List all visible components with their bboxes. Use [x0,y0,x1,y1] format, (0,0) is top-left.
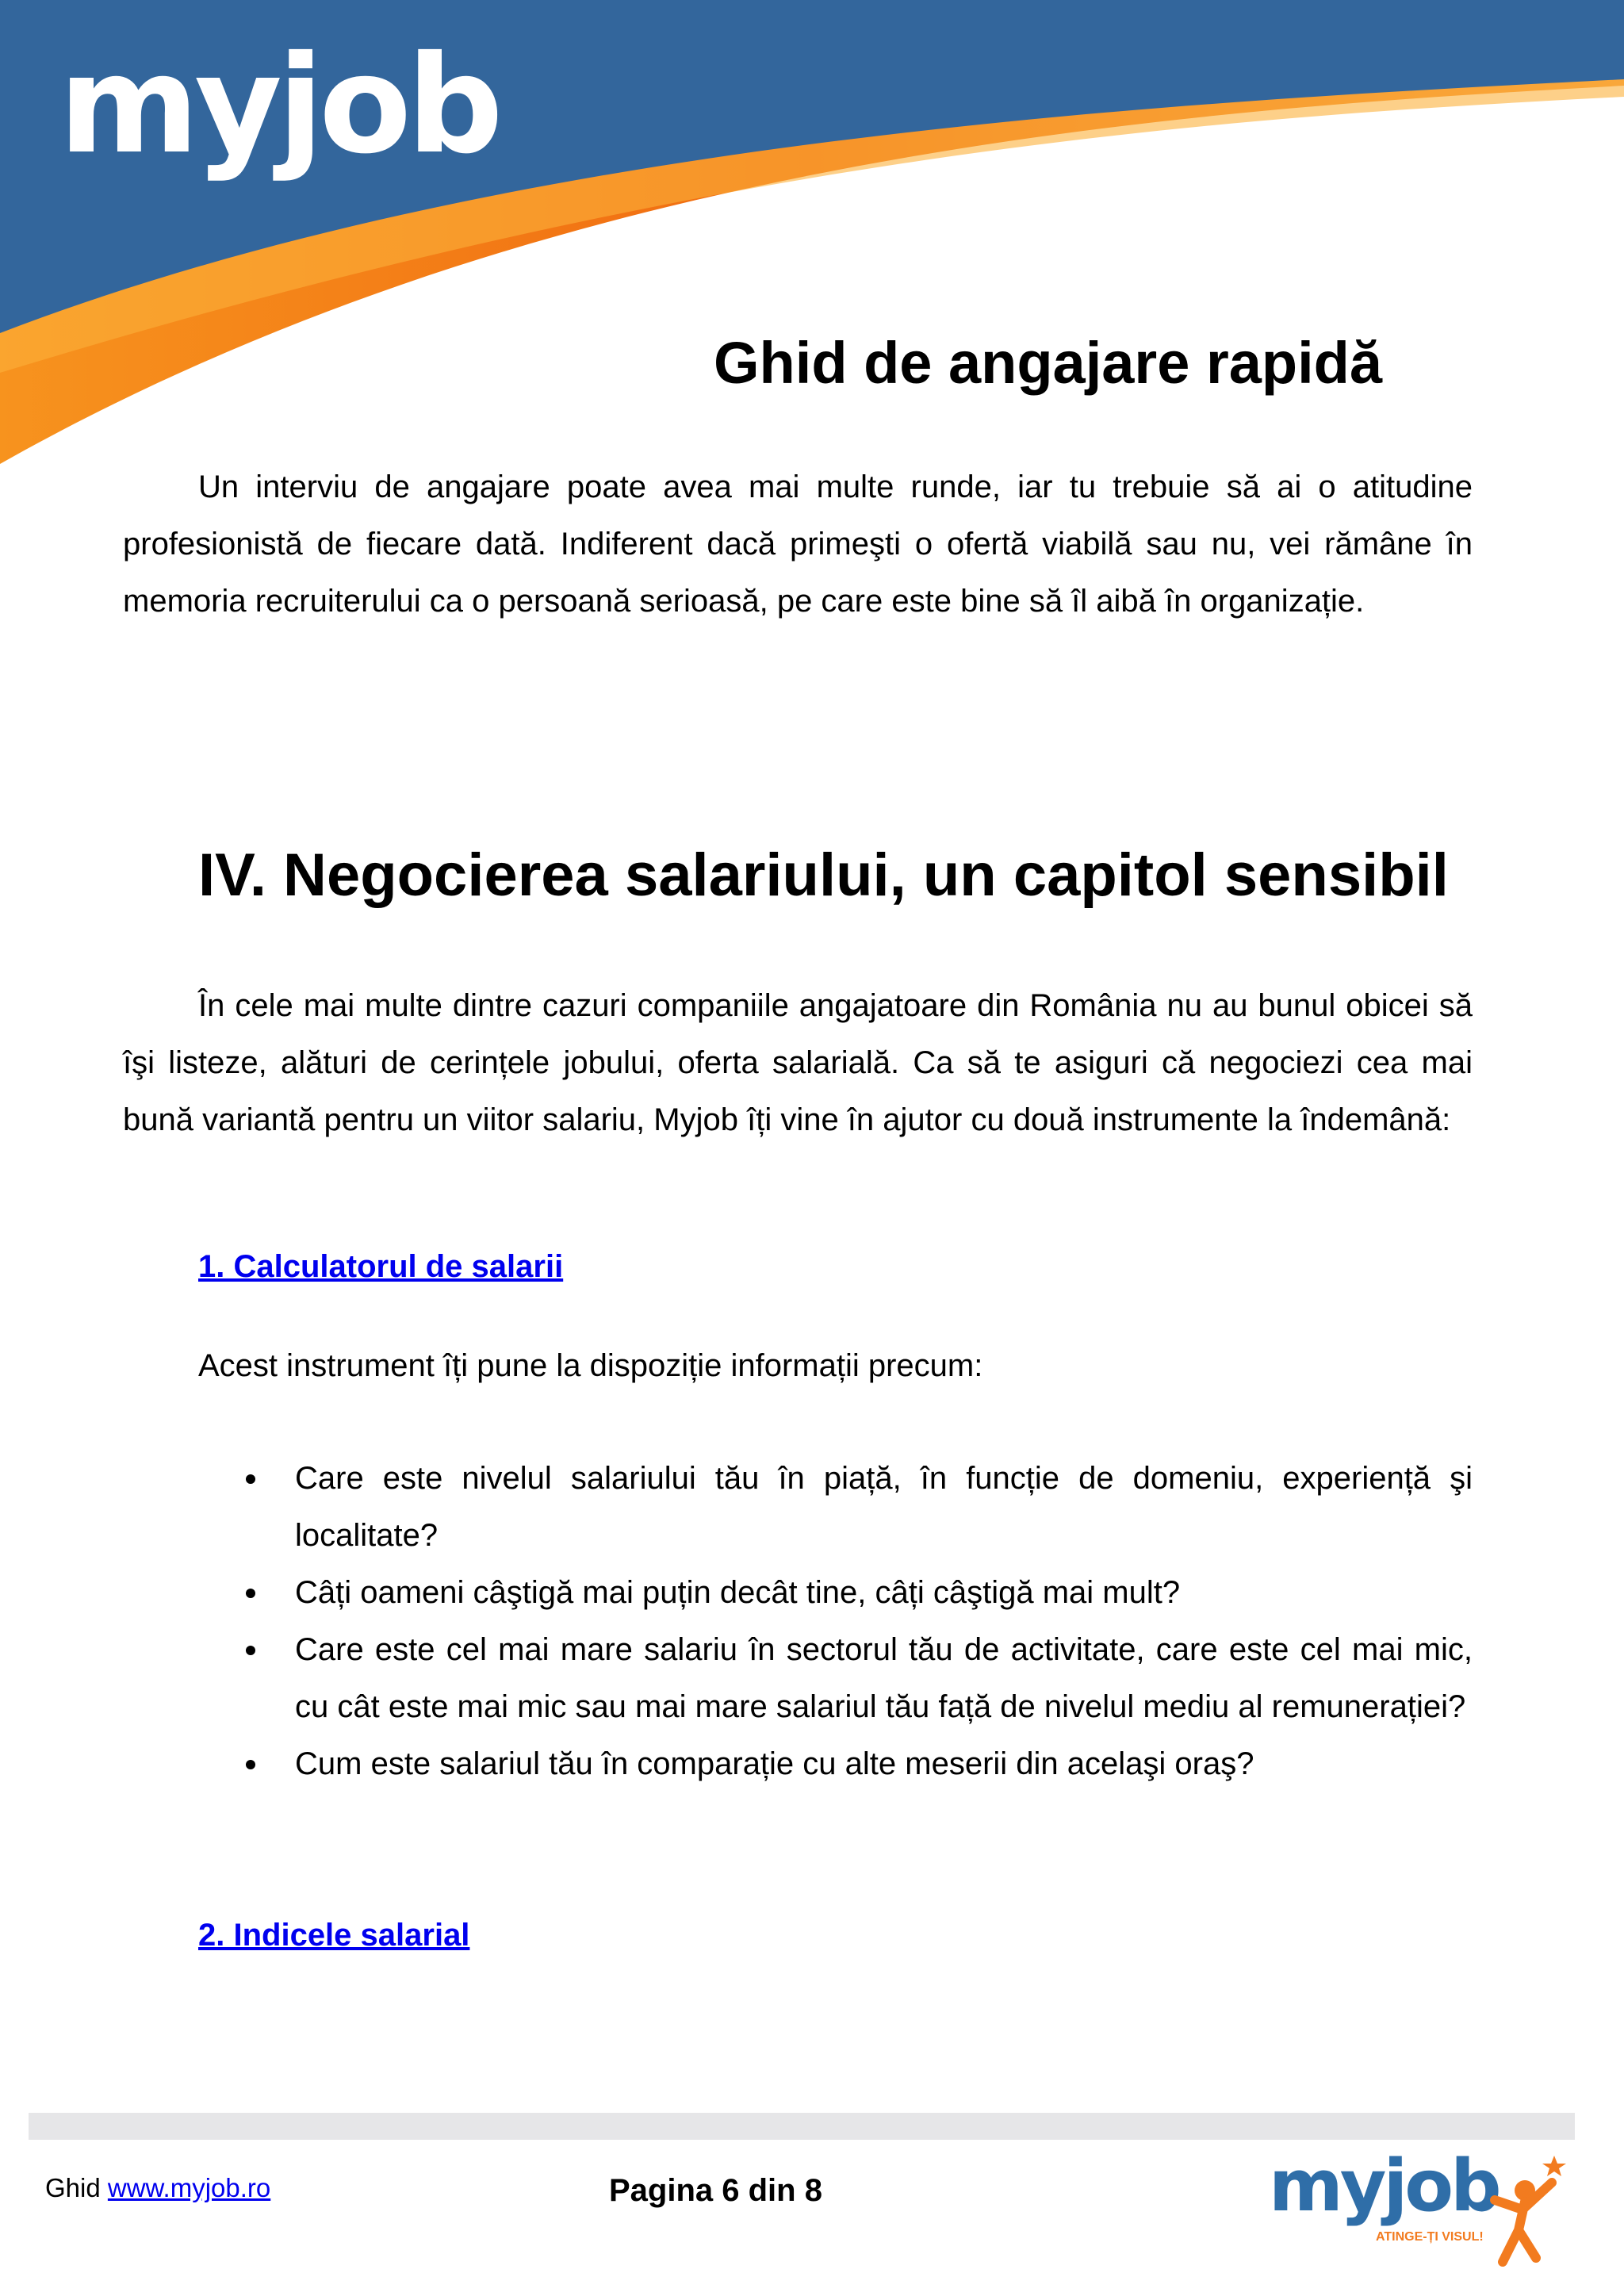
myjob-logo: myjob [59,27,499,184]
salary-calculator-link[interactable]: 1. Calculatorul de salarii [198,1249,564,1284]
section-title: IV. Negocierea salariului, un capitol sensibil [198,841,1449,909]
footer-logo [1269,2145,1570,2270]
list-item-text: Câți oameni câştigă mai puțin decât tine, câți câştigă mai mult? [295,1575,1181,1610]
footer-logo-tagline: ATINGE-ȚI VISUL! [1376,2230,1484,2244]
list-item [246,1621,1473,1735]
list-item [246,1450,1473,1564]
intro-paragraph: Un interviu de angajare poate avea mai multe runde, iar tu trebuie să ai o atitudine profesionistă de fiecare dată. Indiferent dacă primeşti o ofertă viabilă sau nu, vei rămâne în memoria recruiterului ca o persoană serioasă, pe care este bine să îl aibă în organizație. [123,470,1473,619]
footer-prefix: Ghid [45,2173,108,2202]
bullet-icon [246,1646,255,1655]
footer-site-link[interactable]: www.myjob.ro [107,2173,271,2202]
list-item-text: Care este nivelul salariului tău în piață, în funcție de domeniu, experiență şi localitate? [295,1461,1473,1553]
list-item [246,1564,1473,1621]
info-bullet-list [246,1450,1473,1792]
bullet-icon [246,1760,255,1769]
page-number: Pagina 6 din 8 [609,2173,822,2208]
footer-divider [29,2113,1575,2140]
bullet-icon [246,1589,255,1598]
footer-guide-label [45,2173,270,2203]
list-item [246,1735,1473,1792]
document-title: Ghid de angajare rapidă [714,330,1383,396]
list-item-text: Cum este salariul tău în comparație cu alte meserii din acelaşi oraş? [295,1746,1254,1781]
footer-logo-text: myjob [1269,2145,1499,2228]
runner-star-icon [1479,2151,1570,2270]
bullet-icon [246,1474,255,1484]
section-paragraph: În cele mai multe dintre cazuri companiile angajatoare din România nu au bunul obicei să îşi listeze, alături de cerințele jobului, oferta salarială. Ca să te asiguri că negociezi cea mai bună variantă pentru un viitor salariu, Myjob îți vine în ajutor cu două instrumente la îndemână: [123,988,1473,1137]
salary-index-link[interactable]: 2. Indicele salarial [198,1918,470,1953]
tool-intro-text: Acest instrument îți pune la dispoziție informații precum: [198,1348,983,1383]
list-item-text: Care este cel mai mare salariu în sectorul tău de activitate, care este cel mai mic, cu cât este mai mic sau mai mare salariul tău față de nivelul mediu al remunerației? [295,1632,1473,1724]
